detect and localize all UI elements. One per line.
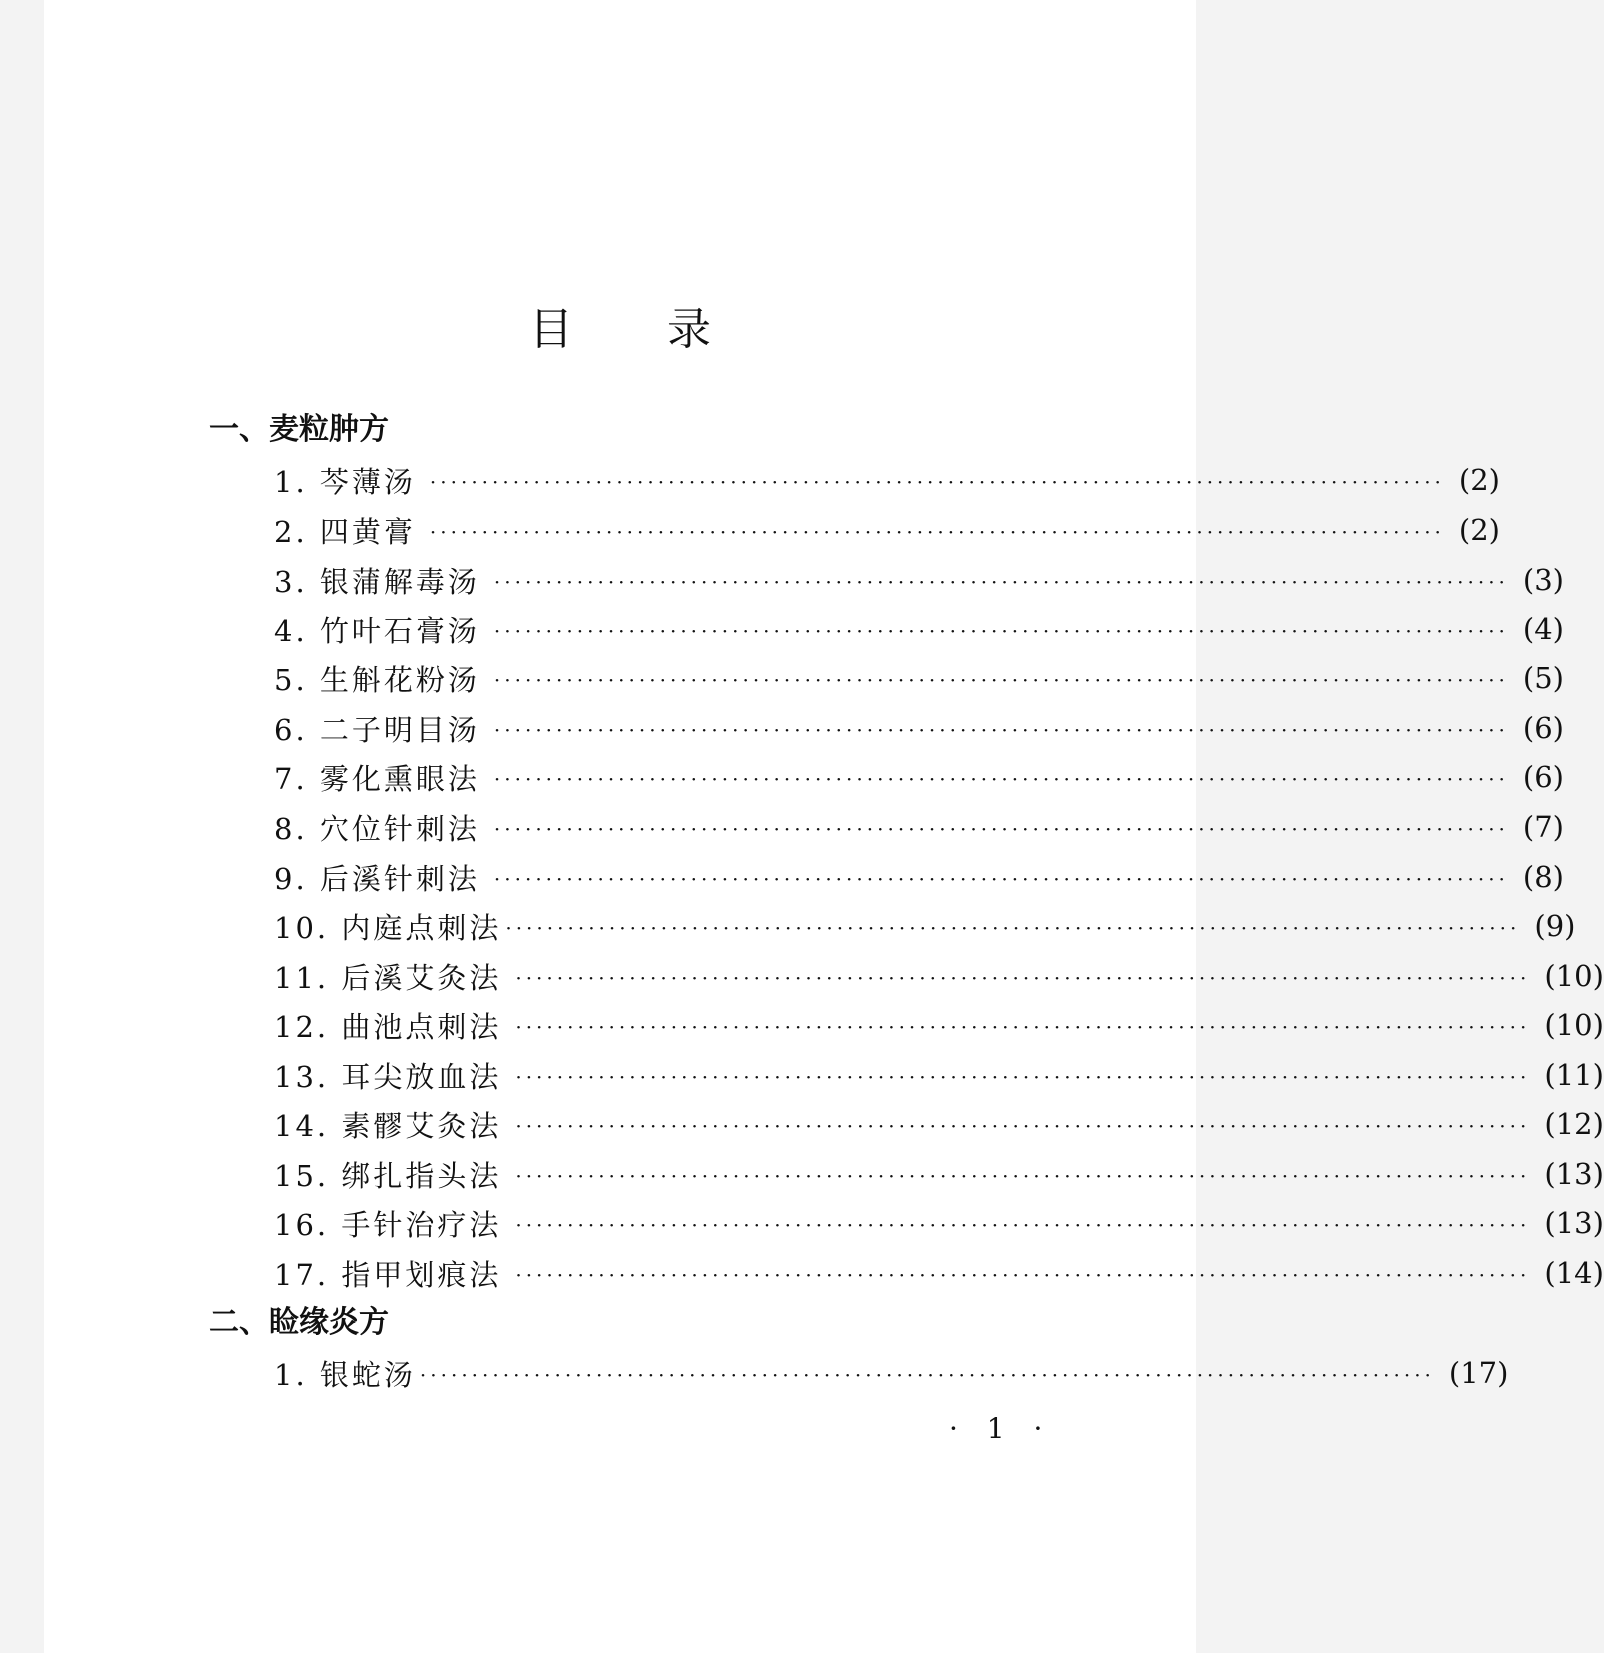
- dot-leader: ··································································································: [429, 470, 1445, 494]
- dot-leader: ··································································································: [515, 1015, 1531, 1039]
- dot-leader: ··································································································: [493, 867, 1509, 891]
- toc-entry-page: (10): [1544, 959, 1604, 993]
- dot-leader: ··································································································: [429, 520, 1445, 544]
- toc-entry-page: (9): [1534, 909, 1576, 943]
- toc-entry[interactable]: [274, 510, 1501, 550]
- toc-entry[interactable]: [274, 560, 1565, 600]
- toc-entry-page: (4): [1522, 612, 1565, 646]
- toc-entry-page: (2): [1458, 463, 1501, 497]
- toc-entry[interactable]: [274, 956, 1604, 996]
- document-page: [44, 0, 1604, 1653]
- toc-entry-page: (7): [1522, 810, 1565, 844]
- toc-entry-page: (3): [1522, 563, 1565, 597]
- toc-entry[interactable]: [274, 1154, 1604, 1194]
- toc-entry-page: (17): [1448, 1356, 1509, 1390]
- dot-leader: ··································································································: [505, 916, 1521, 940]
- toc-entry[interactable]: [274, 1055, 1604, 1095]
- dot-leader: ··································································································: [493, 570, 1509, 594]
- toc-entry-label: 13. 耳尖放血法: [274, 1059, 502, 1094]
- toc-entry-page: (5): [1522, 661, 1565, 695]
- toc-entry[interactable]: [274, 609, 1565, 649]
- toc-entry-page: (11): [1544, 1058, 1604, 1092]
- toc-entry-page: (2): [1458, 513, 1501, 547]
- dot-leader: ··································································································: [493, 619, 1509, 643]
- toc-entry[interactable]: [274, 1203, 1604, 1243]
- toc-entry[interactable]: [274, 1005, 1604, 1045]
- toc-entry-label: 5. 生斛花粉汤: [274, 662, 480, 697]
- toc-entry-label: 12. 曲池点刺法: [274, 1009, 502, 1044]
- toc-entry-page: (14): [1544, 1256, 1604, 1290]
- toc-entry[interactable]: [274, 807, 1565, 847]
- toc-entry-label: 6. 二子明目汤: [274, 712, 480, 747]
- dot-leader: ··································································································: [493, 668, 1509, 692]
- toc-entry[interactable]: [274, 460, 1501, 500]
- dot-leader: ··································································································: [515, 1065, 1531, 1089]
- toc-entry[interactable]: [274, 708, 1565, 748]
- toc-entry-label: 7. 雾化熏眼法: [274, 761, 480, 796]
- toc-entry-label: 14. 素髎艾灸法: [274, 1108, 502, 1143]
- toc-entry-label: 8. 穴位针刺法: [274, 811, 480, 846]
- toc-entry-label: 11. 后溪艾灸法: [274, 960, 502, 995]
- toc-entry[interactable]: [274, 1353, 1509, 1393]
- toc-entry-label: 17. 指甲划痕法: [274, 1257, 502, 1292]
- dot-leader: ··································································································: [515, 1164, 1531, 1188]
- toc-entry-page: (6): [1522, 711, 1565, 745]
- page-title: 目 录: [529, 304, 751, 355]
- toc-entry[interactable]: [274, 1104, 1604, 1144]
- toc-entry-page: (8): [1522, 860, 1565, 894]
- toc-entry-label: 10. 内庭点刺法: [274, 910, 502, 945]
- dot-leader: ··································································································: [419, 1363, 1435, 1387]
- section-heading: 一、麦粒肿方: [209, 412, 389, 447]
- dot-leader: ··································································································: [515, 1263, 1531, 1287]
- dot-leader: ··································································································: [515, 966, 1531, 990]
- section-heading: 二、睑缘炎方: [209, 1305, 389, 1340]
- toc-entry-label: 9. 后溪针刺法: [274, 861, 480, 896]
- dot-leader: ··································································································: [493, 767, 1509, 791]
- page-number: · 1 ·: [949, 1412, 1053, 1445]
- toc-entry[interactable]: [274, 906, 1576, 946]
- dot-leader: ··································································································: [493, 817, 1509, 841]
- toc-entry-page: (13): [1544, 1206, 1604, 1240]
- toc-entry-label: 1. 芩薄汤: [274, 464, 416, 499]
- toc-entry[interactable]: [274, 1253, 1604, 1293]
- toc-entry[interactable]: [274, 658, 1565, 698]
- toc-entry-page: (6): [1522, 760, 1565, 794]
- toc-entry[interactable]: [274, 857, 1565, 897]
- dot-leader: ··································································································: [493, 718, 1509, 742]
- toc-entry-label: 4. 竹叶石膏汤: [274, 613, 480, 648]
- toc-entry-label: 1. 银蛇汤: [274, 1357, 416, 1392]
- toc-entry-label: 3. 银蒲解毒汤: [274, 564, 480, 599]
- toc-entry-label: 16. 手针治疗法: [274, 1207, 502, 1242]
- toc-entry-page: (10): [1544, 1008, 1604, 1042]
- toc-entry-label: 2. 四黄膏: [274, 514, 416, 549]
- toc-entry-page: (12): [1544, 1107, 1604, 1141]
- toc-entry[interactable]: [274, 757, 1565, 797]
- dot-leader: ··································································································: [515, 1114, 1531, 1138]
- toc-entry-page: (13): [1544, 1157, 1604, 1191]
- dot-leader: ··································································································: [515, 1213, 1531, 1237]
- toc-entry-label: 15. 绑扎指头法: [274, 1158, 502, 1193]
